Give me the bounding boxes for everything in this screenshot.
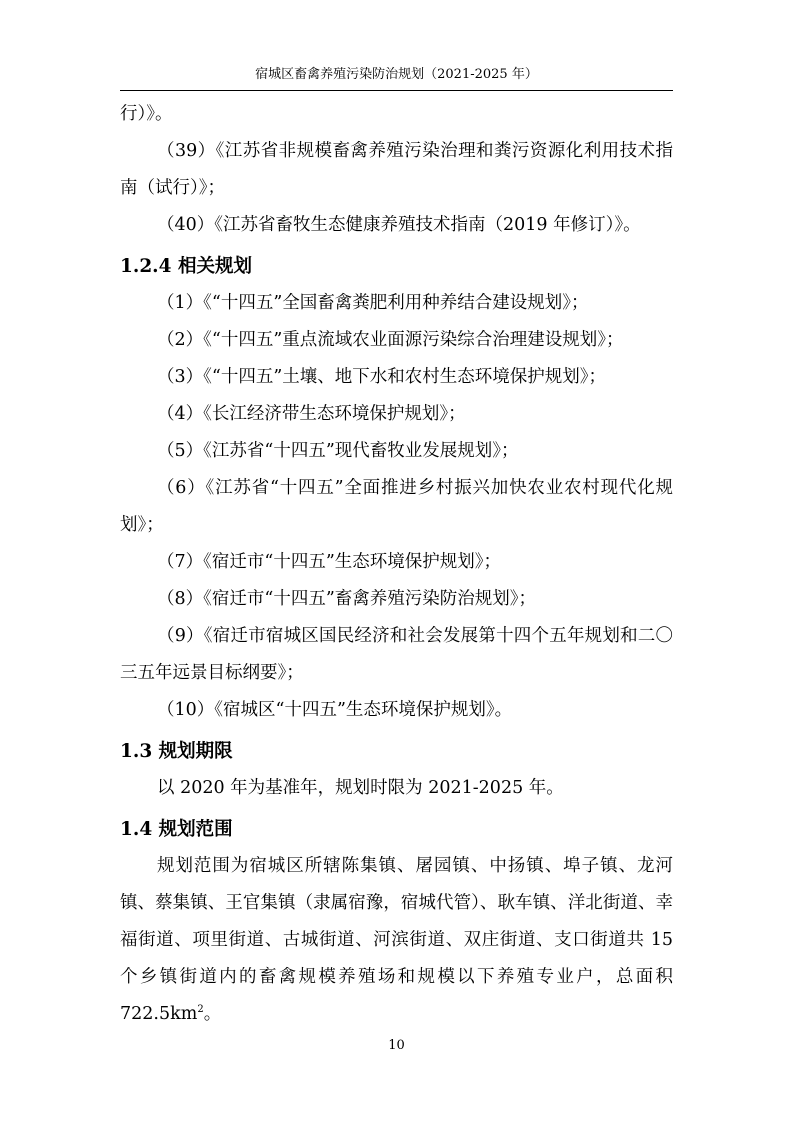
- related-plan-item-4: （4）《长江经济带生态环境保护规划》；: [157, 404, 466, 424]
- document-body: [120, 96, 673, 1033]
- page-number: 10: [388, 1038, 405, 1053]
- related-plan-item-5: （5）《江苏省“十四五”现代畜牧业发展规划》；: [157, 441, 519, 461]
- related-plan-item-1: （1）《“十四五”全国畜禽粪肥利用种养结合建设规划》；: [157, 293, 589, 313]
- reference-item-40: （40）《江苏省畜牧生态健康养殖技术指南（2019 年修订）》。: [157, 215, 641, 235]
- related-plan-item-2: （2）《“十四五”重点流域农业面源污染综合治理建设规划》；: [157, 330, 624, 350]
- related-plan-item-6: （6）《江苏省“十四五”全面推进乡村振兴加快农业农村现代化规划》；: [120, 478, 673, 535]
- planning-period-paragraph: 以 2020 年为基准年，规划时限为 2021-2025 年。: [157, 778, 564, 798]
- related-plan-item-7: （7）《宿迁市“十四五”生态环境保护规划》；: [157, 552, 502, 572]
- paragraph-continuation: 行）》。: [120, 104, 173, 124]
- related-plan-item-10: （10）《宿城区“十四五”生态环境保护规划》。: [157, 700, 513, 720]
- section-heading-1-2-4: 1.2.4 相关规划: [120, 256, 252, 277]
- header-rule: [120, 90, 673, 91]
- section-heading-1-3: 1.3 规划期限: [120, 741, 233, 762]
- related-plan-item-9: （9）《宿迁市宿城区国民经济和社会发展第十四个五年规划和二〇三五年远景目标纲要》；: [120, 626, 673, 683]
- page-header-title: 宿城区畜禽养殖污染防治规划（2021-2025 年）: [255, 67, 538, 82]
- reference-item-39: （39）《江苏省非规模畜禽养殖污染治理和粪污资源化利用技术指南（试行）》；: [120, 141, 673, 198]
- section-heading-1-4: 1.4 规划范围: [120, 819, 233, 840]
- related-plan-item-3: （3）《“十四五”土壤、地下水和农村生态环境保护规划》；: [157, 367, 607, 387]
- related-plan-item-8: （8）《宿迁市“十四五”畜禽养殖污染防治规划》；: [157, 589, 537, 609]
- area-unit-superscript: 2: [197, 1004, 204, 1015]
- planning-scope-paragraph: [120, 848, 673, 1033]
- planning-scope-tail: 。: [203, 1004, 222, 1024]
- planning-scope-text: 规划范围为宿城区所辖陈集镇、屠园镇、中扬镇、埠子镇、龙河镇、蔡集镇、王官集镇（隶属宿豫，宿城代管）、耿车镇、洋北街道、幸福街道、项里街道、古城街道、河滨街道、双庄街道、支口街道共 15 个乡镇街道内的畜禽规模养殖场和规模以下养殖专业户，总面积 722.5km: [120, 856, 673, 1024]
